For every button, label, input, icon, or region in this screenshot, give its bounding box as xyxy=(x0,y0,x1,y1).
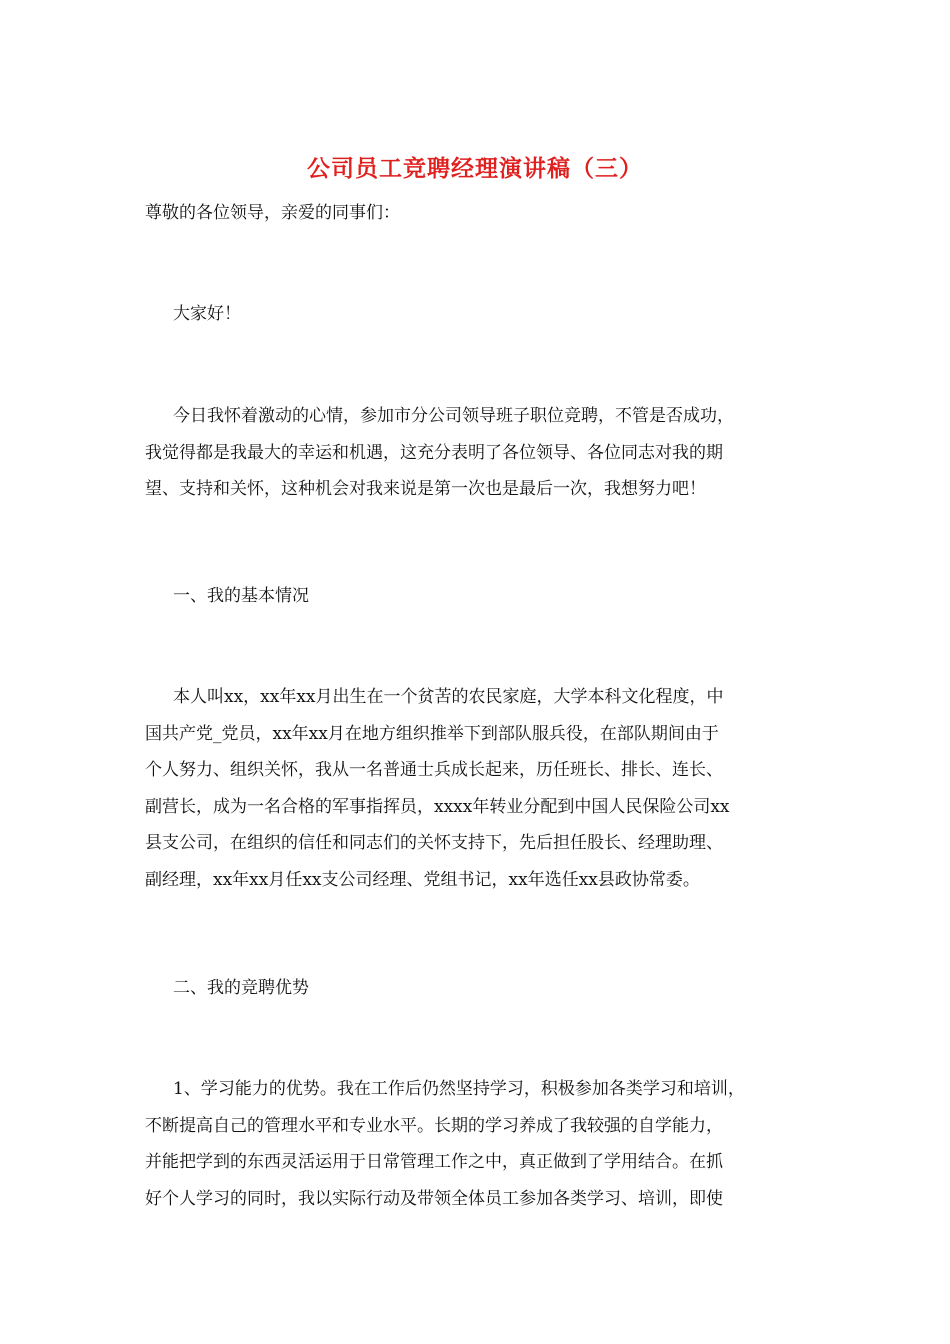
paragraph-line: 不断提高自己的管理水平和专业水平。长期的学习养成了我较强的自学能力， xyxy=(145,1115,723,1136)
paragraph-line: 1、学习能力的优势。我在工作后仍然坚持学习，积极参加各类学习和培训， xyxy=(173,1079,745,1099)
paragraph-line: 今日我怀着激动的心情，参加市分公司领导班子职位竞聘，不管是否成功， xyxy=(173,406,734,426)
paragraph-line: 个人努力、组织关怀，我从一名普通士兵成长起来，历任班长、排长、连长、 xyxy=(145,760,723,780)
greeting-text: 大家好！ xyxy=(173,304,241,324)
section-heading-1 xyxy=(145,578,810,615)
paragraph-line: 县支公司，在组织的信任和同志们的关怀支持下，先后担任股长、经理助理、 xyxy=(145,833,723,853)
section-heading-2 xyxy=(145,970,810,1007)
greeting xyxy=(145,296,810,333)
section1-paragraph xyxy=(145,679,810,898)
paragraph-line: 我觉得都是我最大的幸运和机遇，这充分表明了各位领导、各位同志对我的期 xyxy=(145,442,723,463)
salutation-text: 尊敬的各位领导，亲爱的同事们： xyxy=(145,203,400,223)
paragraph-line: 副经理，xx年xx月任xx支公司经理、党组书记，xx年选任xx县政协常委。 xyxy=(145,869,700,890)
paragraph-line: 副营长，成为一名合格的军事指挥员，xxxx年转业分配到中国人民保险公司xx xyxy=(145,796,730,817)
intro-paragraph xyxy=(145,398,810,508)
paragraph-line: 国共产党_党员，xx年xx月在地方组织推举下到部队服兵役，在部队期间由于 xyxy=(145,723,719,744)
section-heading-text: 一、我的基本情况 xyxy=(173,586,309,606)
salutation xyxy=(145,195,810,232)
section-heading-text: 二、我的竞聘优势 xyxy=(173,978,309,998)
paragraph-line: 望、支持和关怀，这种机会对我来说是第一次也是最后一次，我想努力吧！ xyxy=(145,479,706,499)
paragraph-line: 并能把学到的东西灵活运用于日常管理工作之中，真正做到了学用结合。在抓 xyxy=(145,1152,723,1172)
section2-paragraph xyxy=(145,1071,810,1217)
document-title: 公司员工竞聘经理演讲稿（三） xyxy=(307,155,643,182)
paragraph-line: 本人叫xx，xx年xx月出生在一个贫苦的农民家庭，大学本科文化程度，中 xyxy=(173,687,724,707)
paragraph-line: 好个人学习的同时，我以实际行动及带领全体员工参加各类学习、培训，即使 xyxy=(145,1188,723,1209)
